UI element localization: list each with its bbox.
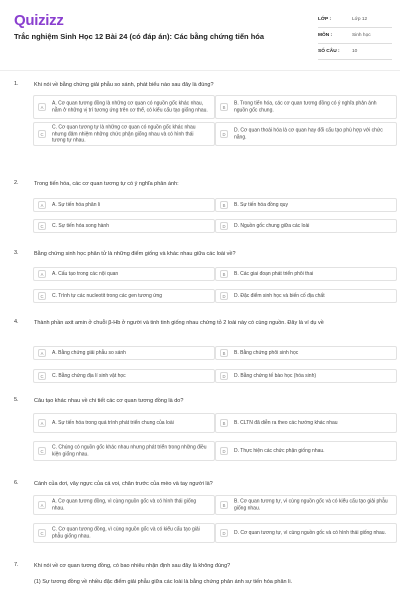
option-b[interactable]: [215, 495, 397, 515]
option-text: C. Cơ quan tương tự là những cơ quan có nguồn gốc khác nhau nhưng đảm nhiệm những chức phận giống nhau và có hình thái tương tự nhau.: [52, 124, 196, 144]
option-c[interactable]: [33, 523, 215, 543]
option-text: A. Cơ quan tương đồng, vì cùng nguồn gốc và có hình thái giống nhau.: [52, 498, 197, 511]
meta-key: MÔN :: [318, 33, 333, 38]
option-b[interactable]: [215, 198, 397, 212]
option-letter: C: [38, 372, 46, 380]
option-d[interactable]: [215, 219, 397, 233]
option-text: C. Cơ quan tương đồng, vì cùng nguồn gốc và có kiểu cấu tạo giải phẫu giống nhau.: [52, 526, 200, 539]
option-letter: B: [220, 501, 228, 509]
option-b[interactable]: [215, 413, 397, 433]
option-d[interactable]: [215, 369, 397, 383]
meta-value: Sinh học: [352, 33, 371, 38]
option-letter: D: [220, 130, 228, 138]
option-letter: A: [38, 201, 46, 209]
meta-key: LỚP :: [318, 17, 332, 22]
question-text: Cánh của dơi, vây ngực của cá voi, chân trước của mèo và tay người là?: [34, 481, 213, 487]
option-letter: C: [38, 292, 46, 300]
option-text: C. Sự tiến hóa song hành: [52, 222, 109, 229]
question-text: Thành phần axit amin ở chuỗi β-Hb ở người và tinh tinh giống nhau chứng tỏ 2 loài này có cùng nguồn. Đây là ví dụ về: [34, 320, 324, 326]
question-text: Bằng chứng sinh học phân tử là những điểm giống và khác nhau giữa các loài về?: [34, 251, 236, 257]
option-text: B. Bằng chứng phôi sinh học: [234, 349, 299, 356]
option-letter: B: [220, 103, 228, 111]
question-number: 7.: [14, 562, 19, 568]
question-number: 4.: [14, 319, 19, 325]
option-letter: A: [38, 349, 46, 357]
option-letter: C: [38, 130, 46, 138]
option-c[interactable]: [33, 122, 215, 146]
question-text: Trong tiến hóa, các cơ quan tương tự có ý nghĩa phản ánh:: [34, 181, 179, 187]
option-text: A. Cấu tạo trong các nội quan: [52, 270, 119, 277]
question-number: 2.: [14, 180, 19, 186]
question-subtext: (1) Sự tương đồng về nhiều đặc điểm giải phẫu giữa các loài là bằng chứng phản ánh sự tiến hóa phân li.: [34, 579, 293, 585]
option-text: B. Trong tiến hóa, các cơ quan tương đồng có ý nghĩa phản ánh nguồn gốc chung.: [234, 100, 377, 113]
option-a[interactable]: [33, 95, 215, 119]
option-text: D. Đặc điểm sinh học và biến cố địa chất: [234, 292, 325, 299]
question-text: Khi nói về cơ quan tương đồng, có bao nhiêu nhận định sau đây là không đúng?: [34, 563, 231, 569]
option-text: D. Thực hiện các chức phận giống nhau.: [234, 447, 325, 454]
option-c[interactable]: [33, 219, 215, 233]
option-text: A. Sự tiến hóa phân li: [52, 201, 101, 208]
option-b[interactable]: [215, 267, 397, 281]
option-letter: A: [38, 103, 46, 111]
option-text: B. Sự tiến hóa đồng quy: [234, 201, 288, 208]
option-a[interactable]: [33, 267, 215, 281]
option-c[interactable]: [33, 289, 215, 303]
option-text: B. Cơ quan tương tự, vì cùng nguồn gốc và có kiểu cấu tạo giải phẫu giống nhau.: [234, 498, 388, 511]
question-number: 1.: [14, 81, 19, 87]
option-a[interactable]: [33, 495, 215, 515]
option-b[interactable]: [215, 346, 397, 360]
question-number: 6.: [14, 480, 19, 486]
option-c[interactable]: [33, 441, 215, 461]
option-text: D. Nguồn gốc chung giữa các loài: [234, 222, 310, 229]
option-text: D. Bằng chứng tế bào học (hóa sinh): [234, 372, 317, 379]
option-letter: B: [220, 201, 228, 209]
option-text: A. Sự tiến hóa trong quá trình phát triển chung của loài: [52, 419, 174, 426]
option-text: A. Cơ quan tương đồng là những cơ quan có nguồn gốc khác nhau, nằm ở những vị trí tương ứng trên cơ thể, có kiểu cấu tạo giống nhau.: [52, 100, 208, 113]
option-text: D. Cơ quan thoái hóa là cơ quan hay đổi cấu tạo phù hợp với chức năng.: [234, 127, 383, 140]
page-header: [0, 0, 400, 70]
option-text: A. Bằng chứng giải phẫu so sánh: [52, 349, 126, 356]
quizizz-logo: Quizizz: [14, 12, 64, 29]
option-text: D. Cơ quan tương tự, vì cùng nguồn gốc và có hình thái giống nhau.: [234, 529, 386, 536]
option-a[interactable]: [33, 413, 215, 433]
option-letter: B: [220, 270, 228, 278]
question-text: Câu tạo khác nhau về chi tiết các cơ quan tương đồng là do?: [34, 398, 184, 404]
meta-key: SỐ CÂU :: [318, 49, 340, 54]
option-a[interactable]: [33, 198, 215, 212]
option-letter: B: [220, 419, 228, 427]
question-number: 3.: [14, 250, 19, 256]
meta-row-subject: [318, 28, 392, 44]
meta-value: 10: [352, 49, 358, 54]
option-d[interactable]: [215, 441, 397, 461]
meta-table: [318, 12, 392, 60]
option-letter: D: [220, 222, 228, 230]
option-b[interactable]: [215, 95, 397, 119]
option-c[interactable]: [33, 369, 215, 383]
option-d[interactable]: [215, 122, 397, 146]
header-divider: [0, 70, 400, 71]
option-d[interactable]: [215, 289, 397, 303]
option-letter: C: [38, 222, 46, 230]
option-letter: C: [38, 447, 46, 455]
option-letter: B: [220, 349, 228, 357]
option-letter: D: [220, 372, 228, 380]
meta-row-class: [318, 12, 392, 28]
option-text: C. Chúng có nguồn gốc khác nhau nhưng phát triển trong những điều kiện giống nhau.: [52, 444, 207, 457]
document-title: Trắc nghiệm Sinh Học 12 Bài 24 (có đáp án): Các bằng chứng tiến hóa: [14, 32, 265, 41]
meta-value: Lớp 12: [352, 17, 368, 22]
option-letter: D: [220, 292, 228, 300]
option-letter: C: [38, 529, 46, 537]
question-number: 5.: [14, 397, 19, 403]
meta-row-count: [318, 44, 392, 60]
option-letter: D: [220, 529, 228, 537]
option-a[interactable]: [33, 346, 215, 360]
option-text: C. Bằng chứng địa lí sinh vật học: [52, 372, 126, 379]
option-d[interactable]: [215, 523, 397, 543]
option-letter: D: [220, 447, 228, 455]
option-letter: A: [38, 501, 46, 509]
option-text: B. CLTN đã diễn ra theo các hướng khác nhau: [234, 419, 338, 426]
question-text: Khi nói về bằng chứng giải phẫu so sánh, phát biểu nào sau đây là đúng?: [34, 82, 214, 88]
option-text: C. Trình tự các nucleotit trong các gen tương ứng: [52, 292, 163, 299]
option-text: B. Các giai đoạn phát triển phôi thai: [234, 270, 314, 277]
option-letter: A: [38, 270, 46, 278]
option-letter: A: [38, 419, 46, 427]
